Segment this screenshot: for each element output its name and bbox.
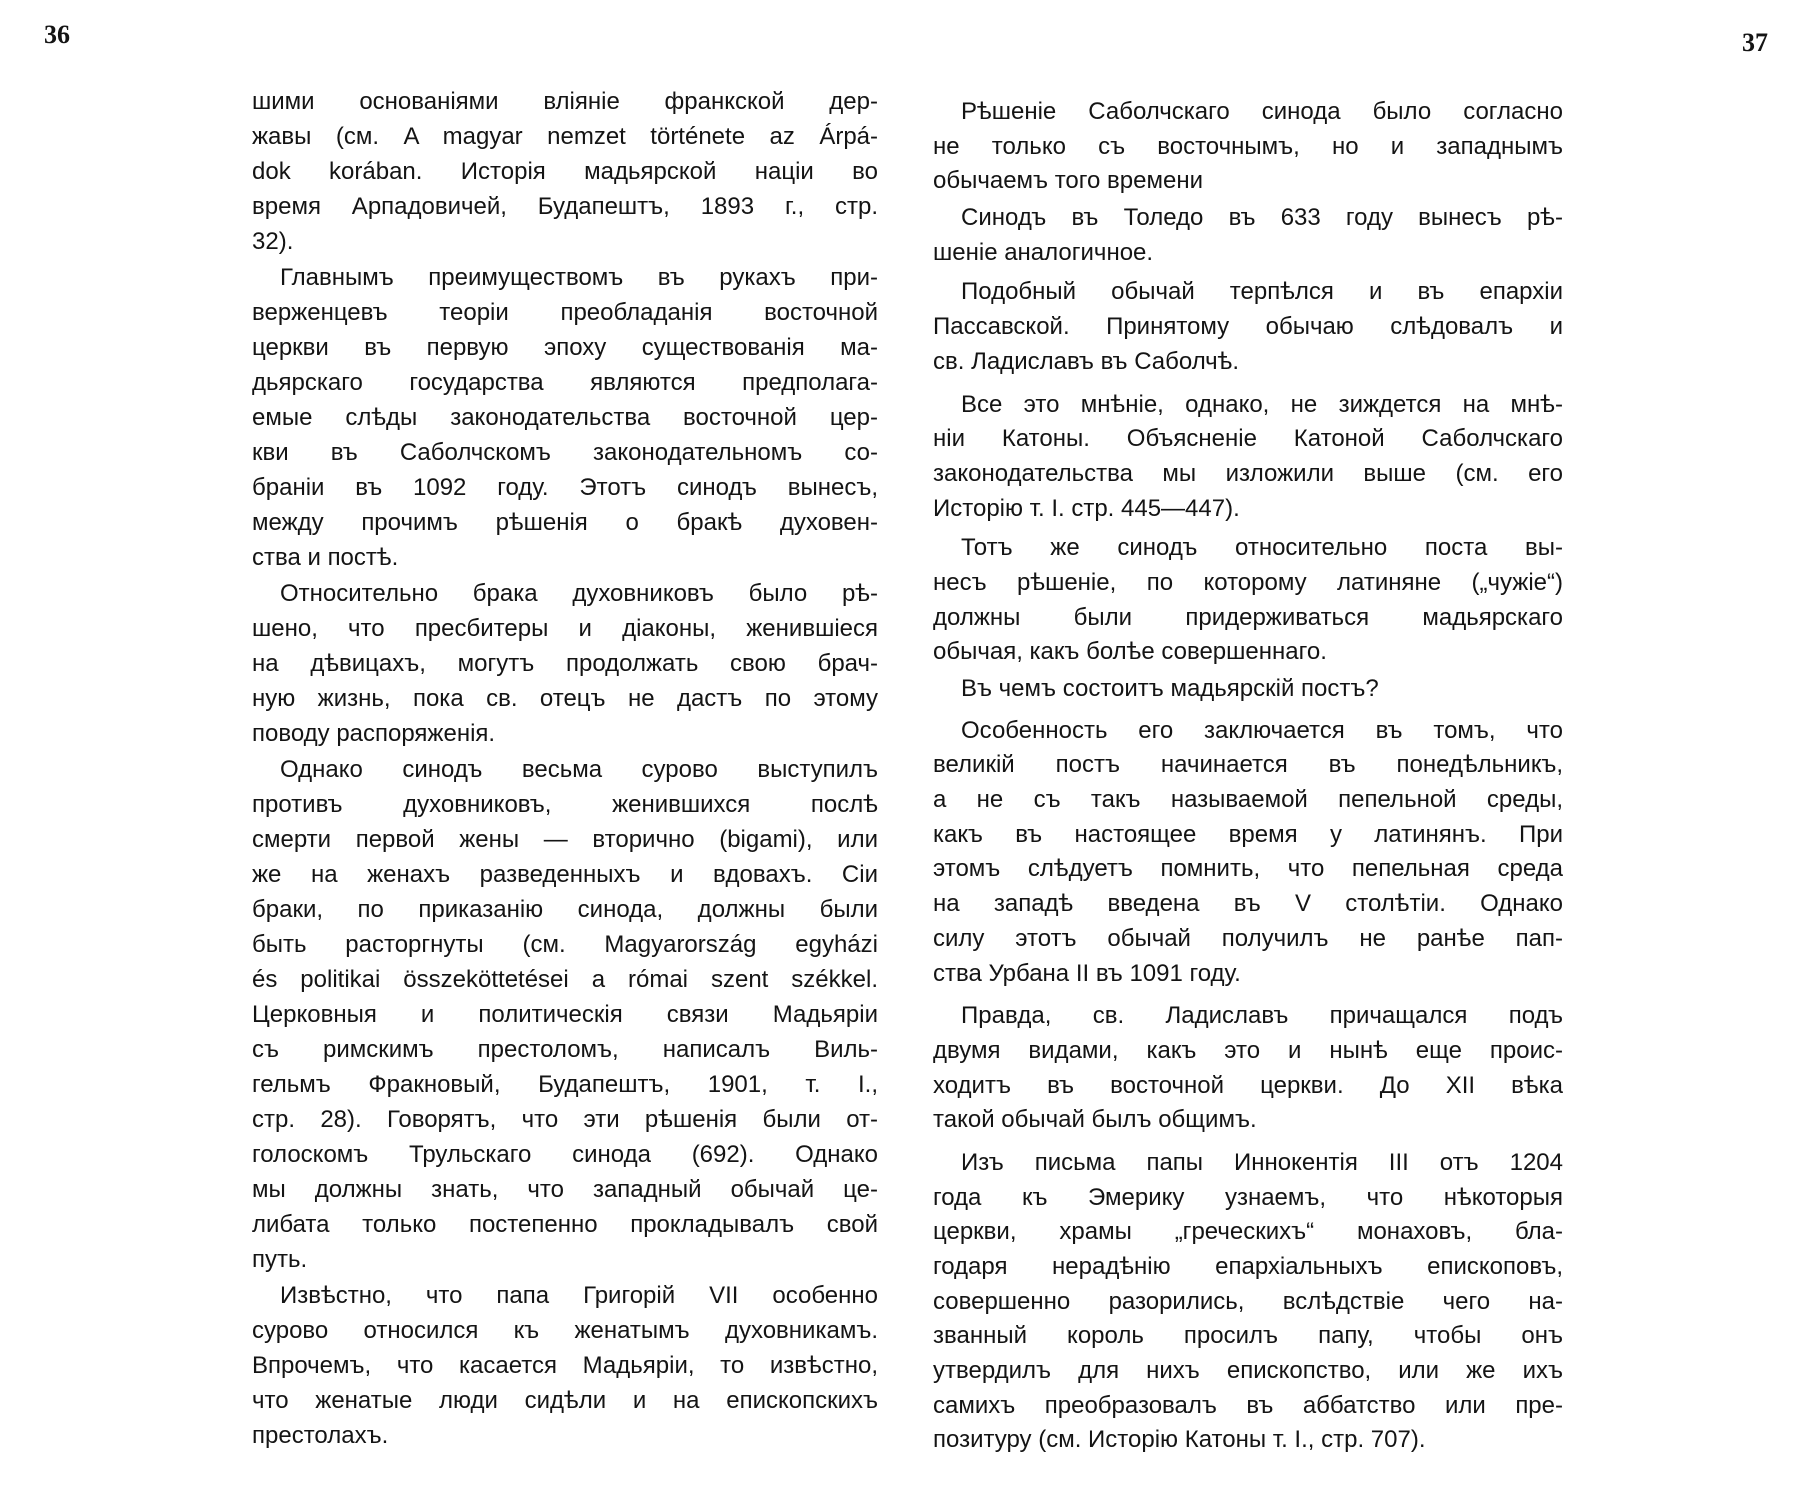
text-line: быть расторгнуты (см. Magyarország egyházi [252, 931, 878, 958]
text-line: браніи въ 1092 году. Этотъ синодъ вынесъ, [252, 474, 878, 501]
text-line: между прочимъ рѣшенія о бракѣ духовен- [252, 509, 878, 536]
paragraph [933, 531, 1563, 670]
text-line: годаря нерадѣнію епархіальныхъ епископовъ, [933, 1253, 1563, 1280]
text-line: Впрочемъ, что касается Мадьяріи, то извѣстно, [252, 1352, 878, 1379]
text-line: шено, что пресбитеры и діаконы, женившіеся [252, 615, 878, 642]
text-line: обычаемъ того времени [933, 167, 1203, 195]
text-line: емые слѣды законодательства восточной цер- [252, 404, 878, 431]
paragraph [933, 275, 1563, 379]
text-line: Изъ письма папы Иннокентія III отъ 1204 [961, 1148, 1563, 1176]
paragraph [252, 260, 878, 575]
paragraph [933, 714, 1563, 992]
text-line: а не съ такъ называемой пепельной среды, [933, 786, 1563, 814]
text-line: великій постъ начинается въ понедѣльникъ, [933, 751, 1563, 779]
text-line: не только съ восточнымъ, но и западнымъ [933, 132, 1563, 160]
text-line: ходитъ въ восточной церкви. До XII вѣка [933, 1071, 1563, 1099]
page-number-right: 37 [1742, 28, 1768, 57]
paragraph [933, 201, 1563, 270]
text-line: этомъ слѣдуетъ помнить, что пепельная среда [933, 855, 1563, 883]
paragraph [933, 672, 1563, 707]
paragraph [252, 84, 878, 259]
text-line: Рѣшеніе Саболчскаго синода было согласно [961, 98, 1563, 125]
text-line: Все это мнѣніе, однако, не зиждется на мнѣ- [961, 390, 1563, 418]
text-line: Относительно брака духовниковъ было рѣ- [280, 580, 878, 607]
text-line: какъ въ настоящее время у латинянъ. При [933, 820, 1563, 848]
text-line: Исторію т. I. стр. 445—447). [933, 494, 1240, 522]
text-line: Правда, св. Ладиславъ причащался подъ [961, 1002, 1563, 1030]
text-line: Тотъ же синодъ относительно поста вы- [961, 534, 1563, 562]
text-line: что женатые люди сидѣли и на епископскихъ [252, 1387, 878, 1414]
text-line: церкви въ первую эпоху существованія ма- [252, 334, 878, 361]
text-line: св. Ладиславъ въ Саболчѣ. [933, 347, 1240, 375]
text-line: Церковныя и политическія связи Мадьяріи [252, 1001, 878, 1028]
paragraph [933, 999, 1563, 1138]
text-line: шими основаніями вліяніе франкской дер- [252, 88, 878, 115]
text-line: стр. 28). Говорятъ, что эти рѣшенія были от- [252, 1106, 878, 1133]
text-line: обычая, какъ болѣе совершеннаго. [933, 638, 1327, 666]
text-line: путь. [252, 1246, 308, 1273]
text-line: Однако синодъ весьма сурово выступилъ [280, 756, 878, 783]
text-line: шеніе аналогичное. [933, 238, 1154, 266]
text-line: Въ чемъ состоитъ мадьярскій постъ? [961, 675, 1379, 702]
text-line: голоскомъ Трульскаго синода (692). Однако [252, 1141, 878, 1168]
text-line: кви въ Саболчскомъ законодательномъ со- [252, 439, 878, 466]
paragraph [252, 576, 878, 751]
text-line: жавы (см. A magyar nemzet története az Árpá- [252, 123, 878, 150]
text-line: поводу распоряженія. [252, 720, 496, 747]
text-line: позитуру (см. Исторію Катоны т. I., стр. 707). [933, 1426, 1426, 1454]
text-line: противъ духовниковъ, женившихся послѣ [252, 791, 878, 818]
text-line: гельмъ Фракновый, Будапештъ, 1901, т. I., [252, 1071, 878, 1098]
text-line: время Арпадовичей, Будапештъ, 1893 г., стр. [252, 193, 878, 220]
text-line: церкви, храмы „греческихъ“ монаховъ, бла- [933, 1218, 1563, 1246]
text-line: престолахъ. [252, 1422, 389, 1449]
right-page-column [933, 95, 1563, 1458]
text-line: мы должны знать, что западный обычай це- [252, 1176, 878, 1203]
text-line: Извѣстно, что папа Григорій VII особенно [280, 1282, 878, 1309]
text-line: ства и постѣ. [252, 544, 399, 571]
text-line: Подобный обычай терпѣлся и въ епархіи [961, 278, 1563, 306]
text-line: Пассавской. Принятому обычаю слѣдовалъ и [933, 313, 1563, 341]
text-line: самихъ преобразовалъ въ аббатство или пре- [933, 1391, 1563, 1419]
paragraph [933, 95, 1563, 199]
text-line: двумя видами, какъ это и нынѣ еще проис- [933, 1036, 1563, 1064]
text-line: ства Урбана II въ 1091 году. [933, 959, 1241, 987]
text-line: на западѣ введена въ V столѣтіи. Однако [933, 890, 1563, 918]
text-line: 32). [252, 228, 294, 255]
page-number-left: 36 [44, 20, 70, 49]
paragraph [252, 1278, 878, 1453]
text-line: такой обычай былъ общимъ. [933, 1106, 1257, 1134]
text-line: должны были придерживаться мадьярскаго [933, 603, 1563, 631]
text-line: либата только постепенно прокладывалъ свой [252, 1211, 878, 1238]
text-line: утвердилъ для нихъ епископство, или же ихъ [933, 1357, 1563, 1385]
left-page-column [252, 84, 878, 1453]
text-line: смерти первой жены — вторично (bigami), или [252, 826, 878, 853]
text-line: силу этотъ обычай получилъ не ранѣе пап- [933, 924, 1563, 952]
text-line: Синодъ въ Толедо въ 633 году вынесъ рѣ- [961, 204, 1563, 232]
text-line: Главнымъ преимуществомъ въ рукахъ при- [280, 264, 878, 291]
text-line: дьярскаго государства являются предполага- [252, 369, 878, 396]
text-line: ніи Катоны. Объясненіе Катоной Саболчскаго [933, 425, 1563, 453]
text-line: ную жизнь, пока св. отецъ не дастъ по этому [252, 685, 878, 712]
text-line: верженцевъ теоріи преобладанія восточной [252, 299, 878, 326]
text-line: года къ Эмерику узнаемъ, что нѣкоторыя [933, 1183, 1563, 1211]
paragraph [933, 1146, 1563, 1458]
text-line: сурово относился къ женатымъ духовникамъ. [252, 1317, 878, 1344]
text-line: на дѣвицахъ, могутъ продолжать свою брач- [252, 650, 878, 677]
text-line: браки, по приказанію синода, должны были [252, 896, 878, 923]
text-line: законодательства мы изложили выше (см. его [933, 459, 1563, 487]
text-line: званный король просилъ папу, чтобы онъ [933, 1322, 1563, 1350]
text-line: совершенно разорились, вслѣдствіе чего на- [933, 1287, 1563, 1315]
text-line: dok korában. Исторія мадьярской націи во [252, 158, 878, 185]
text-line: же на женахъ разведенныхъ и вдовахъ. Сіи [252, 861, 878, 888]
paragraph [252, 752, 878, 1277]
text-line: несъ рѣшеніе, по которому латиняне („чужіе“) [933, 568, 1563, 596]
paragraph [933, 388, 1563, 527]
text-line: съ римскимъ престоломъ, написалъ Виль- [252, 1036, 878, 1063]
text-line: és politikai összeköttetései a római szent székkel. [252, 966, 878, 993]
text-line: Особенность его заключается въ томъ, что [961, 716, 1563, 744]
